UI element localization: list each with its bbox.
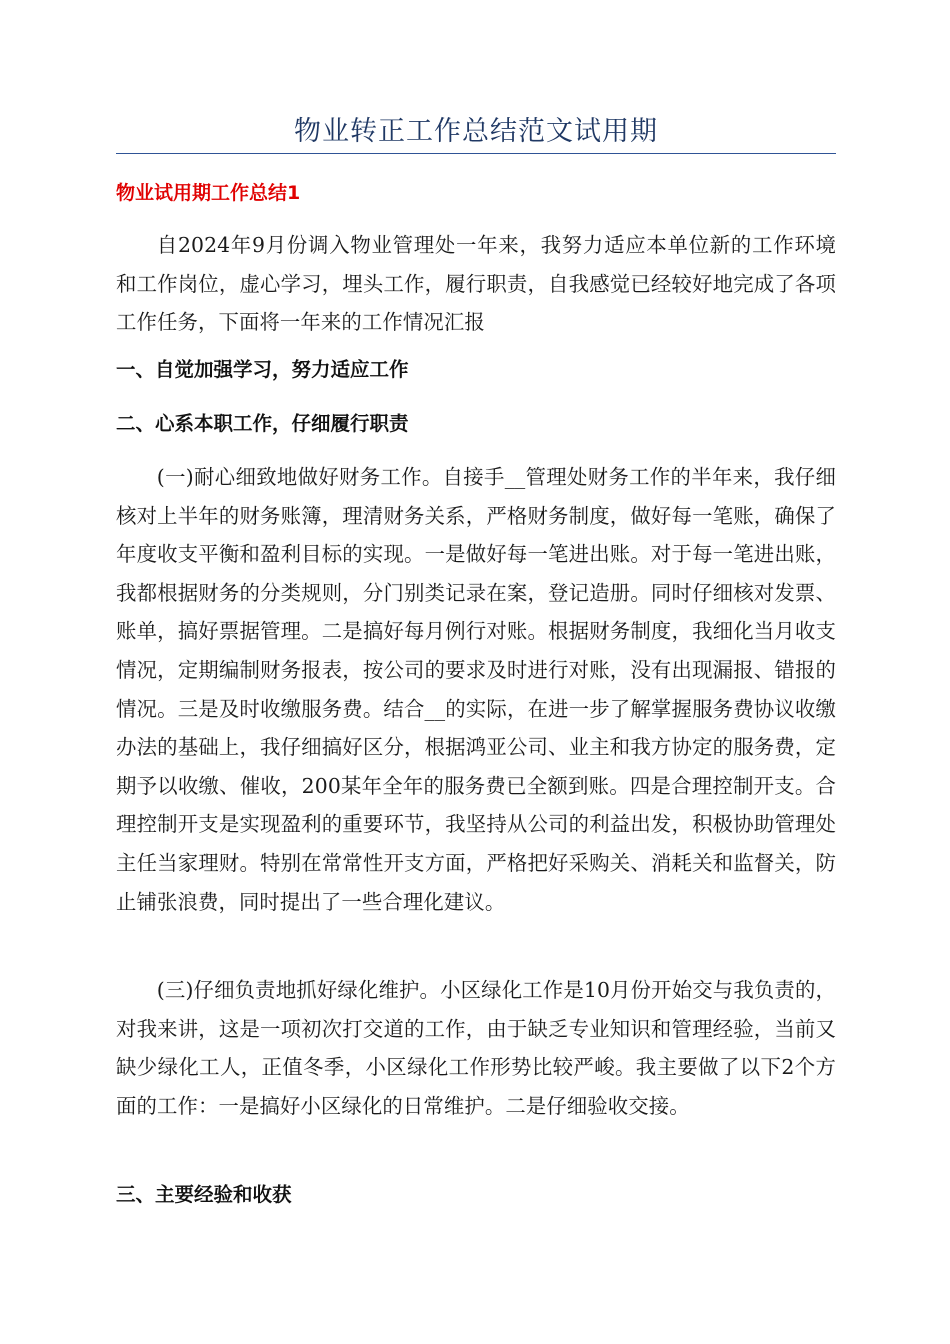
section-subtitle: 物业试用期工作总结1: [116, 182, 301, 204]
document-title: 物业转正工作总结范文试用期: [294, 116, 658, 147]
finance-work-paragraph: (一)耐心细致地做好财务工作。自接手__管理处财务工作的半年来，我仔细核对上半年的财务账簿，理清财务关系，严格财务制度，做好每一笔账，确保了年度收支平衡和盈利目标的实现。一是做好每一笔进出账。对于每一笔进出账，我都根据财务的分类规则，分门别类记录在案，登记造册。同时仔细核对发票、账单，搞好票据管理。二是搞好每月例行对账。根据财务制度，我细化当月收支情况，定期编制财务报表，按公司的要求及时进行对账，没有出现漏报、错报的情况。三是及时收缴服务费。结合__的实际，在进一步了解掌握服务费协议收缴办法的基础上，我仔细搞好区分，根据鸿亚公司、业主和我方协定的服务费，定期予以收缴、催收，200某年全年的服务费已全额到账。四是合理控制开支。合理控制开支是实现盈利的重要环节，我坚持从公司的利益出发，积极协助管理处主任当家理财。特别在常常性开支方面，严格把好采购关、消耗关和监督关，防止铺张浪费，同时提出了一些合理化建议。: [116, 465, 836, 914]
section-heading-2: 二、心系本职工作，仔细履行职责: [116, 412, 409, 435]
section-heading-3: 三、主要经验和收获: [116, 1183, 292, 1206]
greening-work-paragraph: (三)仔细负责地抓好绿化维护。小区绿化工作是10月份开始交与我负责的，对我来讲，这是一项初次打交道的工作，由于缺乏专业知识和管理经验，当前又缺少绿化工人，正值冬季，小区绿化工作形势比较严峻。我主要做了以下2个方面的工作：一是搞好小区绿化的日常维护。二是仔细验收交接。: [116, 978, 836, 1118]
title-underline: [116, 153, 836, 154]
intro-paragraph: 自2024年9月份调入物业管理处一年来，我努力适应本单位新的工作环境和工作岗位，虚心学习，埋头工作，履行职责，自我感觉已经较好地完成了各项工作任务，下面将一年来的工作情况汇报: [116, 233, 836, 335]
section-heading-1: 一、自觉加强学习，努力适应工作: [116, 358, 409, 381]
